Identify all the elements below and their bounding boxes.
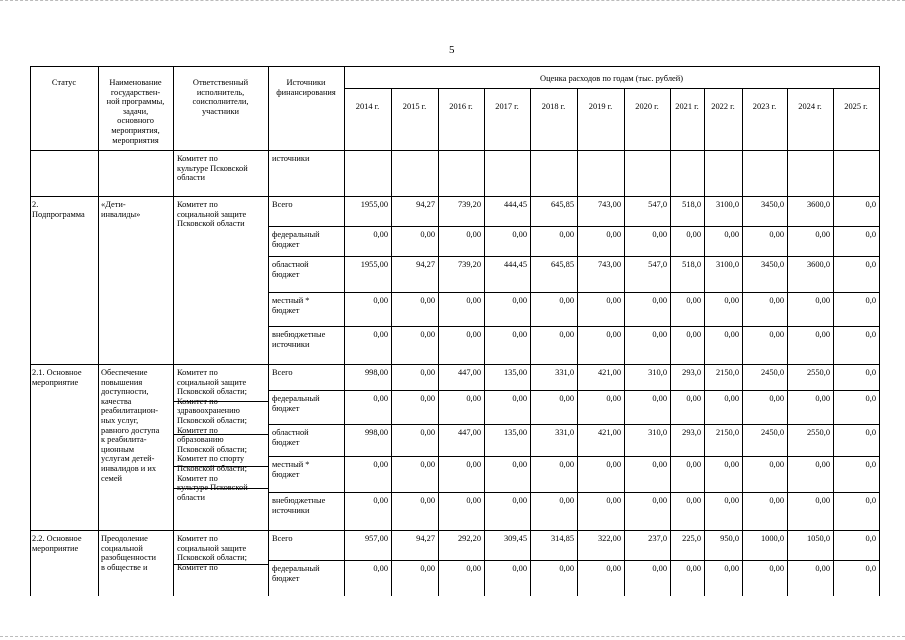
cell-value: 3100,0 — [715, 200, 739, 209]
cell-value: 309,45 — [503, 534, 527, 543]
cell-value: 0,00 — [815, 230, 830, 239]
header-year: 2017 г. — [495, 102, 519, 111]
scan-edge-bottom — [0, 636, 905, 639]
cell-value: 0,00 — [686, 330, 701, 339]
cell-value: 2450,0 — [760, 428, 784, 437]
cell-value: 444,45 — [503, 200, 527, 209]
cell-source: областной бюджет — [272, 260, 309, 279]
cell-value: 518,0 — [682, 260, 701, 269]
cell-value: 2150,0 — [715, 428, 739, 437]
cell-value: 135,00 — [503, 368, 527, 377]
row-rule — [268, 492, 880, 493]
cell-status: 2.1. Основное мероприятие — [32, 368, 82, 387]
column-rule — [530, 88, 531, 596]
header-year: 2015 г. — [402, 102, 427, 111]
cell-value: 444,45 — [503, 260, 527, 269]
row-rule — [268, 256, 880, 257]
cell-value: 0,0 — [865, 260, 876, 269]
cell-value: 645,85 — [550, 200, 574, 209]
cell-value: 0,00 — [686, 296, 701, 305]
cell-value: 0,00 — [815, 330, 830, 339]
cell-value: 0,00 — [652, 394, 667, 403]
scan-edge-top — [0, 0, 905, 3]
cell-value: 2450,0 — [760, 368, 784, 377]
column-rule — [438, 88, 439, 596]
row-rule — [268, 292, 880, 293]
cell-value: 739,20 — [457, 260, 481, 269]
cell-value: 293,0 — [682, 368, 701, 377]
cell-value: 739,20 — [457, 200, 481, 209]
row-rule — [268, 226, 880, 227]
cell-executor: Комитет по социальной защите Псковской области; Комитет по — [177, 534, 247, 572]
cell-value: 3600,0 — [806, 260, 830, 269]
cell-value: 743,00 — [597, 260, 621, 269]
cell-value: 0,00 — [686, 230, 701, 239]
cell-value: 0,00 — [466, 394, 481, 403]
cell-program: Обеспечение повышения доступности, качества реабилитацион- ных услуг, равного доступа к реабилита- ционным услугам детей- инвалидов и их семей — [101, 368, 160, 483]
column-rule — [98, 66, 99, 596]
cell-source: федеральный бюджет — [272, 564, 320, 583]
cell-value: 0,00 — [652, 496, 667, 505]
cell-source: федеральный бюджет — [272, 230, 320, 249]
cell-status: 2.2. Основное мероприятие — [32, 534, 82, 553]
cell-value: 3100,0 — [715, 260, 739, 269]
row-rule — [268, 390, 880, 391]
cell-source: областной бюджет — [272, 428, 309, 447]
cell-value: 314,85 — [550, 534, 574, 543]
column-rule — [704, 88, 705, 596]
cell-value: 998,00 — [364, 368, 388, 377]
cell-value: 0,00 — [512, 330, 527, 339]
cell-value: 0,00 — [769, 296, 784, 305]
cell-value: 322,00 — [597, 534, 621, 543]
cell-value: 0,00 — [724, 296, 739, 305]
cell-value: 518,0 — [682, 200, 701, 209]
column-rule — [484, 88, 485, 596]
cell-value: 0,00 — [512, 296, 527, 305]
cell-value: 0,00 — [420, 460, 435, 469]
cell-value: 0,00 — [606, 296, 621, 305]
cell-value: 2550,0 — [806, 428, 830, 437]
cell-value: 225,0 — [682, 534, 701, 543]
cell-source: федеральный бюджет — [272, 394, 320, 413]
cell-value: 331,0 — [555, 428, 574, 437]
page-number: 5 — [449, 44, 455, 56]
budget-table — [30, 66, 879, 640]
cell-value: 2550,0 — [806, 368, 830, 377]
cell-value: 0,00 — [769, 230, 784, 239]
cell-value: 0,00 — [420, 394, 435, 403]
cell-value: 0,00 — [815, 296, 830, 305]
cell-value: 0,00 — [373, 460, 388, 469]
header-year: 2018 г. — [541, 102, 566, 111]
group-rule — [30, 530, 880, 531]
cell-value: 547,0 — [648, 200, 667, 209]
cell-source: внебюджетные источники — [272, 496, 326, 515]
row-rule — [268, 424, 880, 425]
cell-value: 0,00 — [769, 564, 784, 573]
cell-value: 0,00 — [686, 564, 701, 573]
cell-value: 0,0 — [865, 200, 876, 209]
header-sources: Источники финансирования — [276, 78, 336, 97]
cell-value: 0,0 — [865, 230, 876, 239]
column-rule — [30, 66, 31, 596]
cell-value: 0,00 — [420, 296, 435, 305]
cell-value: 293,0 — [682, 428, 701, 437]
cell-value: 0,00 — [815, 460, 830, 469]
cell-value: 1050,0 — [806, 534, 830, 543]
cell-value: 3600,0 — [806, 200, 830, 209]
cell-value: 0,00 — [373, 296, 388, 305]
cell-source: источники — [272, 154, 310, 163]
cell-value: 1955,00 — [360, 200, 388, 209]
header-year: 2014 г. — [355, 102, 380, 111]
cell-value: 547,0 — [648, 260, 667, 269]
cell-value: 292,20 — [457, 534, 481, 543]
cell-value: 0,00 — [652, 330, 667, 339]
column-rule — [624, 88, 625, 596]
cell-value: 421,00 — [597, 428, 621, 437]
cell-value: 0,00 — [512, 564, 527, 573]
cell-value: 0,00 — [559, 394, 574, 403]
cell-value: 421,00 — [597, 368, 621, 377]
cell-value: 0,0 — [865, 296, 876, 305]
cell-value: 0,00 — [724, 496, 739, 505]
cell-source: Всего — [272, 534, 293, 543]
header-year: 2016 г. — [449, 102, 473, 111]
cell-value: 1955,00 — [360, 260, 388, 269]
cell-value: 0,00 — [606, 564, 621, 573]
cell-executor: Комитет по социальной защите Псковской области — [177, 200, 247, 229]
cell-value: 0,00 — [466, 230, 481, 239]
cell-value: 94,27 — [416, 534, 435, 543]
cell-value: 0,00 — [466, 460, 481, 469]
cell-source: местный * бюджет — [272, 296, 310, 315]
cell-value: 3450,0 — [760, 200, 784, 209]
cell-value: 950,0 — [720, 534, 739, 543]
row-rule — [268, 560, 880, 561]
column-rule — [742, 88, 743, 596]
cell-status: 2. Подпрограмма — [32, 200, 85, 219]
cell-value: 0,00 — [724, 230, 739, 239]
column-rule — [577, 88, 578, 596]
cell-value: 135,00 — [503, 428, 527, 437]
cell-value: 0,00 — [466, 564, 481, 573]
cell-value: 0,00 — [724, 330, 739, 339]
cell-value: 0,00 — [373, 330, 388, 339]
cell-value: 0,00 — [652, 230, 667, 239]
cell-value: 0,00 — [373, 496, 388, 505]
column-rule — [879, 66, 880, 596]
header-year: 2022 г. — [711, 102, 735, 111]
cell-source: Всего — [272, 200, 293, 209]
cell-value: 0,00 — [373, 564, 388, 573]
cell-value: 0,00 — [769, 330, 784, 339]
cell-value: 0,00 — [606, 230, 621, 239]
cell-value: 0,00 — [420, 564, 435, 573]
group-rule — [30, 364, 880, 365]
column-rule — [268, 66, 269, 596]
cell-value: 0,00 — [559, 330, 574, 339]
cell-value: 237,0 — [648, 534, 667, 543]
cell-value: 0,0 — [865, 564, 876, 573]
cell-value: 447,00 — [457, 428, 481, 437]
cell-program: Преодоление социальной разобщенности в обществе и — [101, 534, 156, 572]
cell-source: Всего — [272, 368, 293, 377]
cell-executor: Комитет по социальной защите Псковской области; Комитет по здравоохранению Псковской области; Комитет по образованию Псковской области; Комитет по спорту Псковской области; Комитет по культуре Псковской области — [177, 368, 248, 502]
cell-value: 0,00 — [815, 564, 830, 573]
cell-value: 0,00 — [769, 460, 784, 469]
cell-value: 0,00 — [466, 330, 481, 339]
column-rule — [787, 88, 788, 596]
row-rule — [268, 326, 880, 327]
cell-value: 0,00 — [815, 394, 830, 403]
cell-value: 0,00 — [652, 296, 667, 305]
cell-value: 447,00 — [457, 368, 481, 377]
cell-value: 310,0 — [648, 428, 667, 437]
cell-value: 0,00 — [420, 230, 435, 239]
cell-value: 0,00 — [652, 564, 667, 573]
cell-value: 0,00 — [512, 460, 527, 469]
cell-value: 0,00 — [420, 428, 435, 437]
cell-value: 0,0 — [865, 534, 876, 543]
header-year: 2021 г. — [675, 102, 699, 111]
row-rule — [268, 456, 880, 457]
cell-value: 0,00 — [466, 296, 481, 305]
cell-value: 0,0 — [865, 394, 876, 403]
header-mid-rule — [344, 88, 879, 89]
header-bottom-rule — [30, 150, 880, 151]
cell-value: 957,00 — [364, 534, 388, 543]
cell-value: 0,00 — [373, 230, 388, 239]
cell-value: 0,00 — [724, 394, 739, 403]
header-year: 2024 г. — [798, 102, 822, 111]
cell-value: 0,00 — [686, 460, 701, 469]
cell-executor: Комитет по культуре Псковской области — [177, 154, 248, 183]
cell-value: 0,00 — [686, 496, 701, 505]
cell-value: 0,00 — [420, 496, 435, 505]
header-year: 2020 г. — [635, 102, 659, 111]
cell-value: 0,0 — [865, 428, 876, 437]
cell-value: 743,00 — [597, 200, 621, 209]
cell-value: 0,00 — [606, 394, 621, 403]
column-rule — [173, 66, 174, 596]
header-year: 2019 г. — [588, 102, 613, 111]
cell-value: 0,00 — [769, 394, 784, 403]
cell-value: 645,85 — [550, 260, 574, 269]
cell-value: 0,00 — [420, 330, 435, 339]
header-program: Наименование государствен- ной программы, задачи, основного мероприятия, мероприятия — [106, 78, 165, 145]
cell-value: 0,00 — [512, 394, 527, 403]
header-status: Статус — [51, 78, 77, 87]
cell-value: 1000,0 — [760, 534, 784, 543]
cell-value: 0,0 — [865, 330, 876, 339]
header-executor: Ответственный исполнитель, соисполнители, участники — [192, 78, 249, 116]
cell-value: 0,00 — [373, 394, 388, 403]
cell-value: 998,00 — [364, 428, 388, 437]
cell-value: 0,00 — [769, 496, 784, 505]
cell-value: 2150,0 — [715, 368, 739, 377]
group-rule — [30, 196, 880, 197]
cell-value: 0,0 — [865, 496, 876, 505]
cell-value: 0,00 — [652, 460, 667, 469]
cell-value: 0,00 — [559, 230, 574, 239]
cell-value: 0,00 — [815, 496, 830, 505]
cell-value: 0,00 — [559, 496, 574, 505]
cell-value: 0,0 — [865, 460, 876, 469]
column-rule — [391, 88, 392, 596]
cell-value: 0,00 — [512, 230, 527, 239]
cell-value: 0,00 — [724, 460, 739, 469]
cell-source: местный * бюджет — [272, 460, 310, 479]
cell-value: 94,27 — [416, 260, 435, 269]
cell-value: 0,00 — [420, 368, 435, 377]
cell-value: 310,0 — [648, 368, 667, 377]
cell-value: 0,00 — [512, 496, 527, 505]
cell-value: 0,00 — [559, 460, 574, 469]
cell-value: 0,00 — [606, 496, 621, 505]
column-rule — [670, 88, 671, 596]
cell-value: 94,27 — [416, 200, 435, 209]
cell-value: 331,0 — [555, 368, 574, 377]
header-year: 2025 г. — [844, 102, 868, 111]
column-rule — [833, 88, 834, 596]
cell-value: 0,00 — [724, 564, 739, 573]
header-year: 2023 г. — [752, 102, 777, 111]
cell-value: 0,0 — [865, 368, 876, 377]
cell-value: 0,00 — [559, 296, 574, 305]
cell-value: 0,00 — [559, 564, 574, 573]
cell-value: 0,00 — [606, 460, 621, 469]
cell-value: 0,00 — [466, 496, 481, 505]
header-estimate: Оценка расходов по годам (тыс. рублей) — [540, 74, 683, 83]
header-top-rule — [30, 66, 880, 67]
cell-source: внебюджетные источники — [272, 330, 326, 349]
cell-value: 0,00 — [686, 394, 701, 403]
cell-value: 3450,0 — [760, 260, 784, 269]
cell-value: 0,00 — [606, 330, 621, 339]
cell-program: «Дети- инвалиды» — [101, 200, 141, 219]
